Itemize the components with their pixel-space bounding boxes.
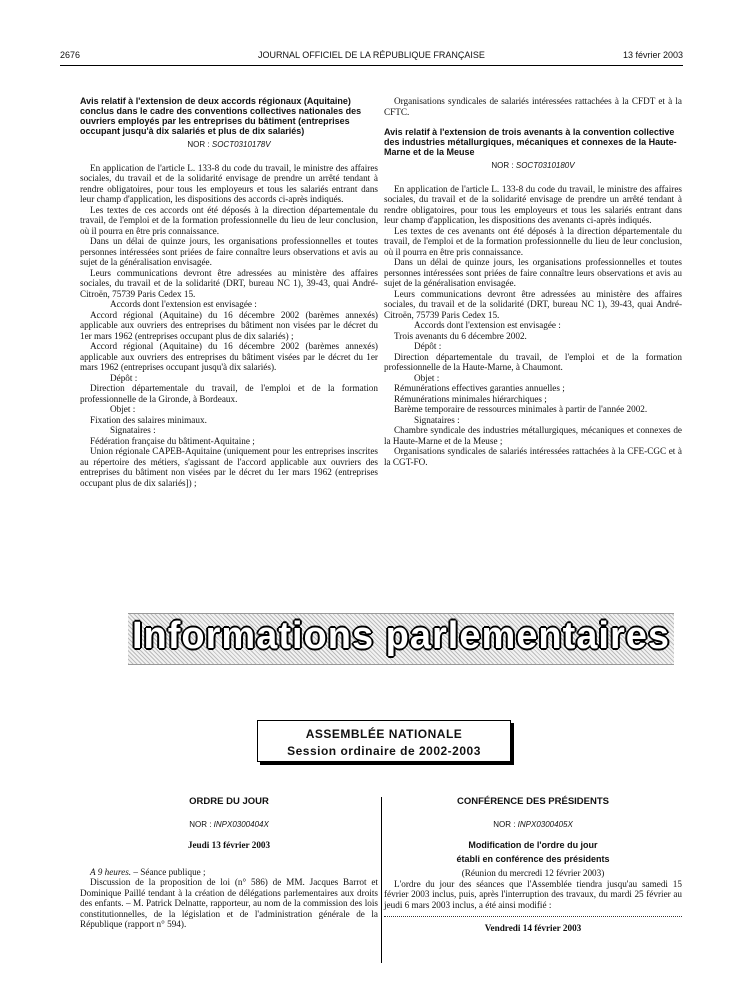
avis1-signataire: Union régionale CAPEB-Aquitaine (uniquement pour les entreprises inscrites au répertoire des métiers, s'agissant de l'accord applicable aux ouvriers des entreprises du bâtiment non visées par le décret du 1er mars 1962 (entreprises occupant plus de dix salariés]) ; xyxy=(80,446,378,488)
conference-subtitle: Modification de l'ordre du jour xyxy=(468,840,598,850)
session-title: Session ordinaire de 2002-2003 xyxy=(287,744,481,758)
avis2-nor-code: SOCT0310180V xyxy=(515,161,575,170)
page-number: 2676 xyxy=(60,50,81,60)
avis2-objet-item: Rémunérations minimales hiérarchiques ; xyxy=(394,393,547,404)
avis2-signataires-label: Signataires : xyxy=(414,414,460,425)
avis1-paragraph: Leurs communications devront être adressées au ministère des affaires sociales, du travail et de la solidarité (DRT, bureau NC 1), 39-43, quai André-Citroën, 75739 Paris Cedex 15. xyxy=(80,267,378,299)
avis1-accord-1: Accord régional (Aquitaine) du 16 décembre 2002 (barèmes annexés) applicable aux ouvriers des entreprises du bâtiment non visées par le décret du 1er mars 1962 (entreprises occupant plus de dix salariés) ; xyxy=(80,309,378,341)
avis2-nor: NOR : SOCT0310180V xyxy=(491,161,575,170)
avis2-paragraph: Les textes de ces avenants ont été déposés à la direction départementale du travail, de l'emploi et de la formation professionnelle du lieu de leur conclusion, où il pourra en être pris connaissance. xyxy=(384,225,682,257)
avis2-objet-item: Barème temporaire de ressources minimales à partir de l'année 2002. xyxy=(394,404,648,414)
avis2-signataire: Organisations syndicales de salariés intéressées rattachées à la CFE-CGC et à la CGT-FO. xyxy=(384,446,682,467)
avis2-accords-label: Accords dont l'extension est envisagée : xyxy=(414,320,561,330)
avis1-paragraph: Les textes de ces accords ont été déposés à la direction départementale du travail, de l'emploi et de la formation professionnelle du lieu de leur conclusion, où il pourra en être pris connaissance. xyxy=(80,204,378,236)
avis2-accord: Trois avenants du 6 décembre 2002. xyxy=(394,330,527,341)
avis1-depot-text: Direction départementale du travail, de l'emploi et de la formation professionnelle de la Gironde, à Bordeaux. xyxy=(80,383,378,404)
issue-date: 13 février 2003 xyxy=(622,50,683,60)
dotted-separator xyxy=(384,916,682,917)
ordre-nor-code: INPX0300404X xyxy=(213,819,269,829)
ordre-du-jour-section xyxy=(80,797,378,930)
avis2-paragraph: Leurs communications devront être adressées au ministère des affaires sociales, du travail et de la solidarité (DRT, bureau NC 1), 39-43, quai André-Citroën, 75739 Paris Cedex 15. xyxy=(384,288,682,320)
avis1-accords-label: Accords dont l'extension est envisagée : xyxy=(110,299,257,309)
header-rule xyxy=(60,65,683,66)
avis2-depot-text: Direction départementale du travail, de l'emploi et de la formation professionnelle de la Haute-Marne, à Chaumont. xyxy=(384,351,682,372)
right-column xyxy=(384,96,682,467)
page-header xyxy=(60,50,683,64)
conference-nor: NOR : INPX0300405X xyxy=(493,819,573,829)
avis2-title: Avis relatif à l'extension de trois avenants à la convention collective des industries métallurgiques, mécaniques et connexes de la Haute-Marne et de la Meuse xyxy=(384,127,677,157)
conference-subtitle: établi en conférence des présidents xyxy=(456,854,610,864)
avis1-nor-code: SOCT0310178V xyxy=(211,140,271,149)
ordre-item: Discussion de la proposition de loi (n° 586) de MM. Jacques Barrot et Dominique Paillé tendant à la création de délégations parlementaires aux droits des enfants. – M. Patrick Delnatte, rapporteur, au nom de la commission des lois constitutionnelles, de la législation et de l'administration générale de la République (rapport n° 594). xyxy=(80,877,378,929)
conference-day: Vendredi 14 février 2003 xyxy=(484,923,582,933)
avis1-depot-label: Dépôt : xyxy=(110,372,138,383)
section-banner xyxy=(128,613,674,665)
ordre-nor: NOR : INPX0300404X xyxy=(189,819,269,829)
avis2-signataire: Chambre syndicale des industries métallurgiques, mécaniques et connexes de la Haute-Marne et de la Meuse ; xyxy=(384,425,682,446)
avis1-signataire: Fédération française du bâtiment-Aquitaine ; xyxy=(90,435,255,446)
left-column xyxy=(80,96,378,488)
avis2-paragraph: Dans un délai de quinze jours, les organisations professionnelles et toutes personnes intéressées sont priées de faire connaître leurs observations et avis au sujet de la généralisation envisagée. xyxy=(384,257,682,288)
avis1-paragraph: En application de l'article L. 133-8 du code du travail, le ministre des affaires sociales, du travail et de la solidarité envisage de prendre un arrêté tendant à rendre obligatoires, pour tous les employeurs et tous les salariés entrant dans leur champ d'application, les dispositions des accords ci-après indiqués. xyxy=(80,162,378,204)
journal-title: JOURNAL OFFICIEL DE LA RÉPUBLIQUE FRANÇAISE xyxy=(258,50,485,60)
ordre-title: ORDRE DU JOUR xyxy=(189,796,269,807)
assembly-box xyxy=(257,720,511,762)
avis1-nor: NOR : SOCT0310178V xyxy=(187,140,271,149)
conference-title: CONFÉRENCE DES PRÉSIDENTS xyxy=(456,796,610,807)
avis2-objet-item: Rémunérations effectives garanties annuelles ; xyxy=(394,383,565,393)
conference-meeting: (Réunion du mercredi 12 février 2003) xyxy=(461,868,605,878)
column-divider xyxy=(381,797,382,963)
conference-nor-code: INPX0300405X xyxy=(517,819,573,829)
avis1-title: Avis relatif à l'extension de deux accords régionaux (Aquitaine) conclus dans le cadre des conventions collectives nationales des ouvriers employés par les entreprises du bâtiment (entreprises occupant jusqu'à dix salariés et plus de dix salariés) xyxy=(80,96,362,136)
avis1-signataires-label: Signataires : xyxy=(110,425,156,435)
conference-section xyxy=(384,797,682,934)
avis1-paragraph: Dans un délai de quinze jours, les organisations professionnelles et toutes personnes intéressées sont priées de faire connaître leurs observations et avis au sujet de la généralisation envisagée. xyxy=(80,236,378,267)
ordre-day: Jeudi 13 février 2003 xyxy=(187,840,271,850)
assembly-name: ASSEMBLÉE NATIONALE xyxy=(305,727,463,741)
avis2-objet-label: Objet : xyxy=(414,372,440,383)
ordre-item: A 9 heures. – Séance publique ; xyxy=(90,866,206,877)
avis1-signataire: Organisations syndicales de salariés intéressées rattachées à la CFDT et à la CFTC. xyxy=(384,96,682,117)
avis1-accord-2: Accord régional (Aquitaine) du 16 décembre 2002 (barèmes annexés) applicable aux ouvriers des entreprises du bâtiment visées par le décret du 1er mars 1962 (entreprises occupant jusqu'à dix salariés). xyxy=(80,341,378,372)
avis2-depot-label: Dépôt : xyxy=(414,341,442,351)
section-banner-title: Informations parlementaires xyxy=(131,615,671,657)
avis1-objet-text: Fixation des salaires minimaux. xyxy=(90,414,207,425)
avis2-paragraph: En application de l'article L. 133-8 du code du travail, le ministre des affaires sociales, du travail et de la solidarité envisage de prendre un arrêté tendant à rendre obligatoires, pour tous les employeurs et tous les salariés entrant dans leur champ d'application, les dispositions des avenants ci-après indiqués. xyxy=(384,183,682,225)
avis1-objet-label: Objet : xyxy=(110,404,136,414)
conference-paragraph: L'ordre du jour des séances que l'Assemblée tiendra jusqu'au samedi 15 février 2003 inclus, puis, après l'interruption des travaux, du mardi 25 février au jeudi 6 mars 2003 inclus, a été ainsi modifié : xyxy=(384,878,682,910)
